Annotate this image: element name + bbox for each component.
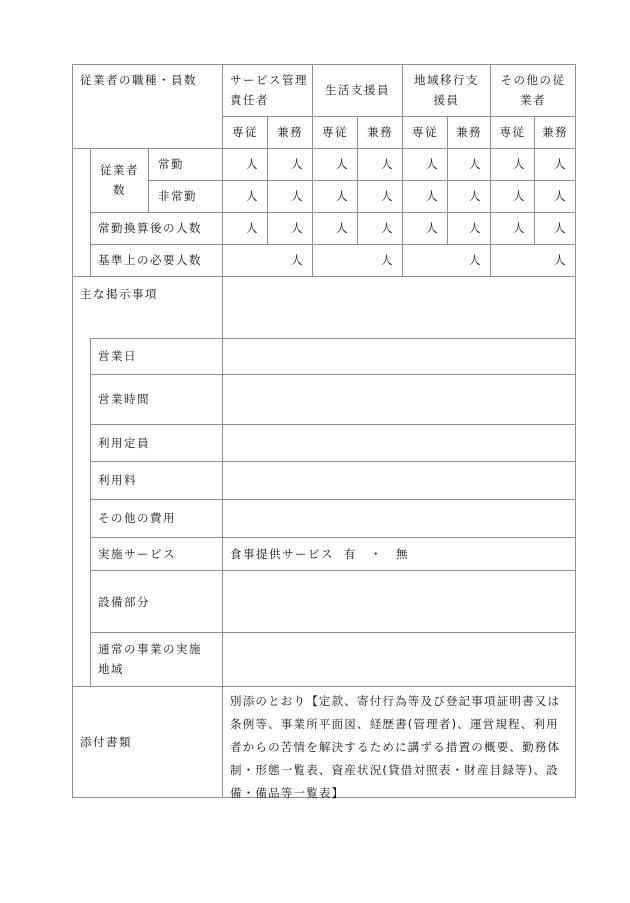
rule-business-days-bottom <box>90 374 576 375</box>
column-header-line: 生活支援員 <box>325 83 390 97</box>
converted-label: 常勤換算後の人数 <box>98 221 202 235</box>
facilities-label: 設備部分 <box>98 595 150 609</box>
unit-converted-c3-concurrent: 人 <box>469 221 482 235</box>
rule-hours-bottom <box>90 424 576 425</box>
employee-count-line: 従業者 <box>100 163 139 177</box>
rule-top <box>72 64 576 65</box>
rule-fulltime-bottom <box>148 180 576 181</box>
rule-right <box>575 64 576 798</box>
unit-parttime-c1-concurrent: 人 <box>291 189 304 203</box>
column-header-life-support <box>313 80 402 100</box>
subheader-dedicated: 専従 <box>232 125 258 139</box>
unit-required-c2: 人 <box>381 253 394 267</box>
column-header-line: その他の従 <box>500 73 566 87</box>
unit-parttime-c2-concurrent: 人 <box>381 189 394 203</box>
rule-capacity-bottom <box>90 461 576 462</box>
rule-postings-header-bottom <box>90 338 576 339</box>
column-header-transition-support <box>403 70 490 110</box>
services-label: 実施サービス <box>98 547 176 561</box>
attachments-line: 備・備品等一覧表】 <box>230 786 345 800</box>
unit-fulltime-c3-concurrent: 人 <box>469 157 482 171</box>
rule-indent-postings <box>90 338 91 686</box>
unit-fulltime-c1-dedicated: 人 <box>246 157 259 171</box>
unit-parttime-c4-concurrent: 人 <box>554 189 567 203</box>
subheader-dedicated: 専従 <box>412 125 438 139</box>
rule-employee-split <box>148 148 149 212</box>
rule-fee-bottom <box>90 499 576 500</box>
unit-fulltime-c2-concurrent: 人 <box>381 157 394 171</box>
attachments-line: 条例等、事業所平面図、経歴書(管理者)、運営規程、利用 <box>230 717 559 731</box>
subheader-concurrent: 兼務 <box>367 125 393 139</box>
unit-fulltime-c3-dedicated: 人 <box>426 157 439 171</box>
subheader-concurrent: 兼務 <box>542 125 568 139</box>
rule-converted-bottom <box>90 244 576 245</box>
attachments-line: 者からの苦情を解決するために講ずる措置の概要、勤務体 <box>230 740 561 754</box>
attachments-label: 添付書類 <box>80 735 132 749</box>
rule-other-costs-bottom <box>90 537 576 538</box>
unit-converted-c2-concurrent: 人 <box>381 221 394 235</box>
unit-fulltime-c1-concurrent: 人 <box>291 157 304 171</box>
unit-converted-c2-dedicated: 人 <box>336 221 349 235</box>
subheader-concurrent: 兼務 <box>277 125 303 139</box>
employee-count-line: 数 <box>113 183 126 197</box>
subheader-concurrent: 兼務 <box>456 125 482 139</box>
unit-converted-c3-dedicated: 人 <box>426 221 439 235</box>
rule-services-bottom <box>90 570 576 571</box>
rule-employee-bottom <box>90 212 576 213</box>
column-header-line: 責任者 <box>230 93 269 107</box>
attachments-text <box>230 690 575 805</box>
rule-left <box>72 64 73 798</box>
capacity-label: 利用定員 <box>98 436 150 450</box>
unit-parttime-c3-concurrent: 人 <box>469 189 482 203</box>
rule-staff-bottom <box>72 276 576 277</box>
subheader-dedicated: 専従 <box>499 125 526 139</box>
unit-converted-c1-concurrent: 人 <box>291 221 304 235</box>
unit-parttime-c4-dedicated: 人 <box>513 189 526 203</box>
business-hours-label: 営業時間 <box>98 392 150 406</box>
column-header-line: サービス管理 <box>230 73 308 87</box>
business-days-label: 営業日 <box>98 349 137 363</box>
service-area-line: 通常の事業の実施 <box>98 642 202 656</box>
unit-converted-c1-dedicated: 人 <box>246 221 259 235</box>
unit-converted-c4-concurrent: 人 <box>554 221 567 235</box>
unit-converted-c4-dedicated: 人 <box>513 221 526 235</box>
postings-header: 主な掲示事項 <box>80 287 158 301</box>
other-costs-label: その他の費用 <box>98 511 176 525</box>
column-header-service-manager <box>230 70 308 110</box>
subheader-dedicated: 専従 <box>322 125 348 139</box>
unit-parttime-c2-dedicated: 人 <box>336 189 349 203</box>
unit-required-c3: 人 <box>469 253 482 267</box>
unit-parttime-c1-dedicated: 人 <box>246 189 259 203</box>
meal-service-options[interactable]: 有 ・ 無 <box>344 547 409 561</box>
column-header-line: 業者 <box>520 93 546 107</box>
service-area-label <box>98 639 202 679</box>
employee-count-label <box>91 160 148 200</box>
column-header-line: 援員 <box>433 93 460 107</box>
unit-fulltime-c2-dedicated: 人 <box>336 157 349 171</box>
unit-required-c4: 人 <box>554 253 567 267</box>
rule-postings-bottom <box>72 686 576 687</box>
column-header-line: 地域移行支 <box>414 73 479 87</box>
unit-fulltime-c4-dedicated: 人 <box>513 157 526 171</box>
unit-required-c1: 人 <box>291 253 304 267</box>
rule-facilities-bottom <box>90 632 576 633</box>
meal-service-label: 食事提供サービス <box>230 547 334 561</box>
staff-header: 従業者の職種・員数 <box>80 73 197 87</box>
required-label: 基準上の必要人数 <box>98 253 202 267</box>
fulltime-label: 常勤 <box>158 157 184 171</box>
service-area-line: 地域 <box>98 662 124 676</box>
parttime-label: 非常勤 <box>158 189 197 203</box>
unit-fulltime-c4-concurrent: 人 <box>554 157 567 171</box>
unit-parttime-c3-dedicated: 人 <box>426 189 439 203</box>
fee-label: 利用料 <box>98 473 137 487</box>
column-header-other-staff <box>491 70 575 110</box>
attachments-line: 制・形態一覧表、資産状況(貸借対照表・財産目録等)、設 <box>230 763 559 777</box>
facility-form <box>72 64 576 798</box>
rule-header-mid <box>222 116 576 117</box>
attachments-line: 別添のとおり【定款、寄付行為等及び登記事項証明書又は <box>230 694 561 708</box>
